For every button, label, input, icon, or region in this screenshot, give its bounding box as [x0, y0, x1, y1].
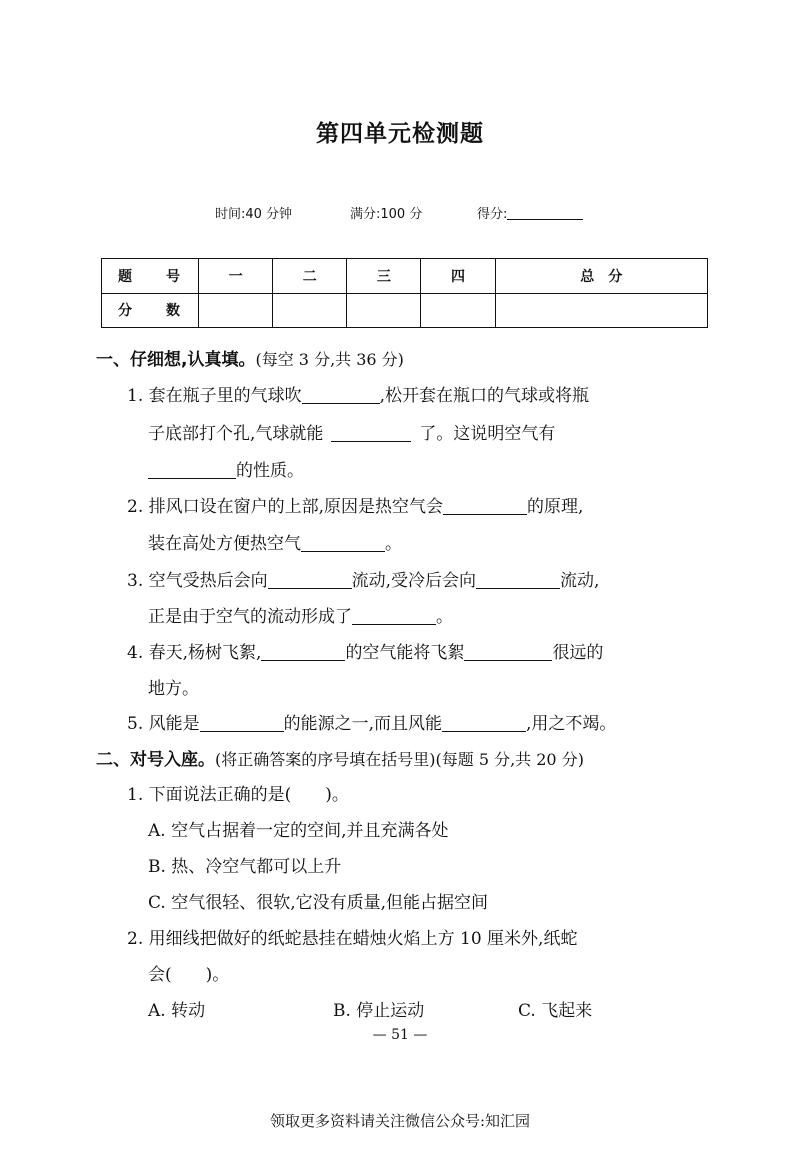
section2-title: 二、对号入座。	[96, 750, 215, 770]
q1-blank-2[interactable]	[331, 424, 411, 442]
q1-text-c: 子底部打个孔,气球就能	[148, 424, 324, 444]
mc-q1-option-b[interactable]: B. 热、冷空气都可以上升	[148, 857, 342, 877]
q5-text-a: 5. 风能是	[127, 714, 200, 734]
score-table-header-row	[102, 259, 708, 294]
score-table-score-row	[102, 293, 708, 328]
q2-text-b: 的原理,	[527, 497, 584, 517]
q3-text-c: 流动,	[560, 571, 600, 591]
time-limit: 时间:40 分钟	[215, 207, 293, 222]
q4-text-a: 4. 春天,杨树飞絮,	[127, 643, 262, 663]
q3-text-a: 3. 空气受热后会向	[127, 571, 268, 591]
mc-q2-option-a[interactable]: A. 转动	[148, 1001, 206, 1021]
page-number: — 51 —	[372, 1027, 428, 1043]
q1-blank-3[interactable]	[148, 461, 236, 479]
score-table-row-label: 分 数	[102, 293, 199, 328]
section2-note: (将正确答案的序号填在括号里)(每题 5 分,共 20 分)	[215, 750, 584, 769]
section1-note: (每空 3 分,共 36 分)	[255, 350, 404, 369]
q2-blank-2[interactable]	[301, 534, 385, 552]
q3-blank-2[interactable]	[476, 571, 560, 589]
q4-line2: 地方。	[148, 679, 199, 699]
q3-blank-1[interactable]	[268, 571, 352, 589]
mc-q1-option-a[interactable]: A. 空气占据着一定的空间,并且充满各处	[148, 821, 449, 841]
q2-text-d: 。	[385, 534, 402, 554]
q2-text-a: 2. 排风口设在窗户的上部,原因是热空气会	[127, 497, 444, 517]
score-table-col-1: 一	[199, 259, 273, 294]
score-field[interactable]	[477, 203, 583, 222]
q1-line2	[148, 419, 555, 444]
q5-line1	[127, 709, 616, 734]
full-score: 满分:100 分	[350, 207, 423, 222]
q3-line1	[127, 566, 599, 591]
mc-q1-stem: 1. 下面说法正确的是( )。	[127, 785, 349, 805]
q1-text-d: 了。这说明空气有	[419, 424, 556, 444]
score-table-header-label: 题 号	[102, 259, 199, 294]
q2-text-c: 装在高处方便热空气	[148, 534, 301, 554]
q4-text-b: 的空气能将飞絮	[345, 643, 465, 663]
q3-text-e: 。	[436, 607, 453, 627]
score-blank[interactable]	[507, 219, 583, 220]
q3-text-b: 流动,受冷后会向	[351, 571, 477, 591]
score-cell-3[interactable]	[347, 293, 421, 328]
score-table-col-4: 四	[421, 259, 495, 294]
mc-q1-option-c[interactable]: C. 空气很轻、很软,它没有质量,但能占据空间	[148, 893, 489, 913]
q1-line1	[127, 381, 589, 406]
q5-text-b: 的能源之一,而且风能	[283, 714, 443, 734]
q4-blank-2[interactable]	[464, 643, 552, 661]
page-title: 第四单元检测题	[316, 121, 484, 147]
section1-title: 一、仔细想,认真填。	[96, 350, 256, 370]
footer-note: 领取更多资料请关注微信公众号:知汇园	[269, 1112, 531, 1130]
q3-line2	[148, 602, 453, 627]
q3-blank-3[interactable]	[352, 607, 436, 625]
q4-text-c: 很远的	[552, 643, 604, 663]
section1-heading	[96, 345, 404, 370]
mc-q2-option-b[interactable]: B. 停止运动	[333, 1001, 425, 1021]
section2-heading	[96, 745, 584, 770]
score-table-col-total: 总 分	[495, 259, 708, 294]
q3-text-d: 正是由于空气的流动形成了	[148, 607, 352, 627]
score-cell-1[interactable]	[199, 293, 273, 328]
q2-blank-1[interactable]	[443, 497, 527, 515]
score-cell-total[interactable]	[495, 293, 708, 328]
score-label: 得分:	[477, 207, 508, 222]
q4-blank-1[interactable]	[261, 643, 345, 661]
q1-line3	[148, 456, 304, 481]
q1-blank-1[interactable]	[302, 386, 380, 404]
q5-text-c: ,用之不竭。	[526, 714, 617, 734]
q2-line1	[127, 492, 583, 517]
q1-text-b: ,松开套在瓶口的气球或将瓶	[379, 386, 590, 406]
score-cell-4[interactable]	[421, 293, 495, 328]
q1-text-a: 1. 套在瓶子里的气球吹	[127, 386, 302, 406]
score-table	[101, 258, 708, 328]
mc-q2-option-c[interactable]: C. 飞起来	[518, 1001, 593, 1021]
q5-blank-1[interactable]	[200, 714, 284, 732]
mc-q2-stem-line2: 会( )。	[148, 965, 230, 985]
q1-text-e: 的性质。	[236, 461, 304, 481]
mc-q2-stem-line1: 2. 用细线把做好的纸蛇悬挂在蜡烛火焰上方 10 厘米外,纸蛇	[127, 929, 578, 949]
score-table-col-2: 二	[273, 259, 347, 294]
q4-line1	[127, 638, 603, 663]
score-table-col-3: 三	[347, 259, 421, 294]
score-cell-2[interactable]	[273, 293, 347, 328]
q5-blank-2[interactable]	[442, 714, 526, 732]
q2-line2	[148, 529, 402, 554]
